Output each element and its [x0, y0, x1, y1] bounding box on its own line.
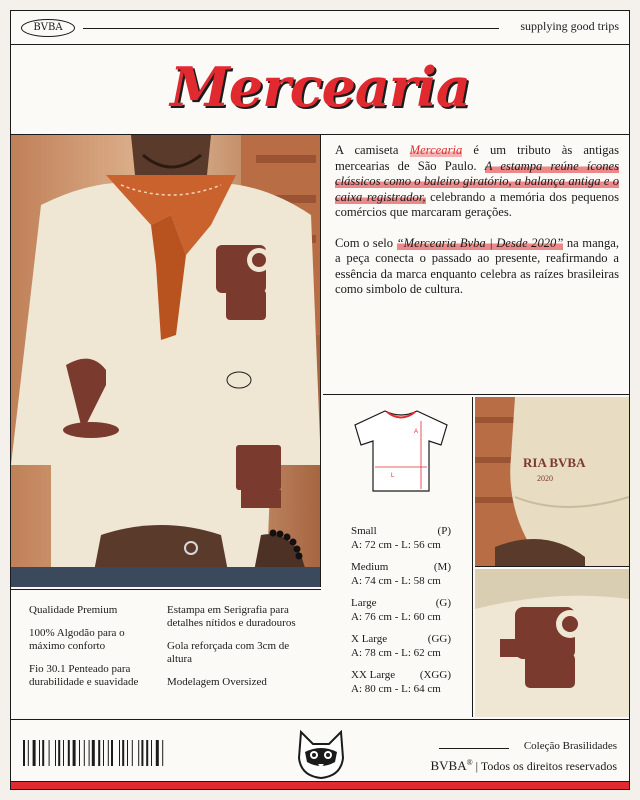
barcode-bar: [92, 740, 95, 766]
top-divider: [83, 28, 499, 29]
size-head: [351, 669, 451, 683]
print-closeup-illustration: [475, 569, 629, 717]
barcode-bar: [108, 740, 109, 766]
barcode-bar: [42, 740, 44, 766]
top-bar: [11, 11, 629, 45]
model-photo: [11, 135, 321, 587]
size-chart: [323, 397, 473, 717]
features-right-column: [167, 604, 307, 699]
collection-divider: [439, 748, 509, 749]
desc-text: celebrando a memória dos pequenos comércios que marcaram gerações.: [335, 189, 619, 219]
size-name: Small: [351, 525, 377, 537]
size-head: [351, 633, 451, 647]
size-code: (M): [433, 561, 451, 573]
barcode-bar: [132, 740, 133, 766]
barcode-bar: [63, 740, 64, 766]
barcode-bar: [28, 740, 29, 766]
barcode-bar: [111, 740, 113, 766]
footer-accent-bar: [11, 781, 629, 789]
model-photo-illustration: [11, 135, 321, 587]
feature-item: Modelagem Oversized: [167, 676, 267, 688]
barcode-bar: [151, 740, 152, 766]
barcode-bar: [39, 740, 40, 766]
copyright: [430, 758, 617, 774]
size-code: (GG): [427, 633, 451, 645]
page-title: Mercearia: [170, 55, 470, 119]
product-description: [323, 135, 629, 395]
barcode-bar: [98, 740, 100, 766]
desc-text: A camiseta: [335, 143, 410, 157]
size-list: [351, 525, 451, 705]
registered-mark: ®: [466, 758, 473, 767]
print-closeup-photo: [475, 569, 629, 717]
barcode-bar: [138, 740, 139, 766]
size-code: (XGG): [419, 669, 451, 681]
size-row: [351, 669, 451, 696]
cat-face-icon: [295, 728, 347, 780]
size-dims: A: 72 cm - L: 56 cm: [351, 538, 441, 551]
description-paragraph-1: [335, 143, 619, 221]
footer-rights: | Todos os direitos reservados: [472, 759, 617, 773]
barcode-bar: [122, 740, 124, 766]
size-code: (P): [437, 525, 451, 537]
size-dims: A: 76 cm - L: 60 cm: [351, 610, 441, 623]
barcode-bar: [84, 740, 85, 766]
tagline: supplying good trips: [520, 19, 619, 33]
tshirt-outline-icon: [351, 407, 451, 495]
sleeve-photo-illustration: [475, 397, 629, 567]
barcode-bar: [49, 740, 50, 766]
feature-item: Estampa em Serigrafia para detalhes nítidos e duradouros: [167, 604, 296, 629]
feature-list: [11, 589, 321, 717]
barcode-bar: [55, 740, 56, 766]
feature-item: Fio 30.1 Penteado para durabilidade e suavidade: [29, 663, 139, 688]
sleeve-photo: [475, 397, 629, 567]
barcode-bar: [146, 740, 148, 766]
barcode-bar: [127, 740, 128, 766]
desc-seal-highlight: “Mercearia Bvba | Desde 2020”: [396, 235, 564, 250]
size-head: [351, 561, 451, 575]
size-dims: A: 80 cm - L: 64 cm: [351, 682, 441, 695]
barcode-bar: [23, 740, 25, 766]
features-left-column: [29, 604, 149, 699]
sleeve-print-year: 2020: [537, 474, 553, 483]
footer: [11, 719, 629, 789]
desc-text: é um tributo às antigas mercearias de São Paulo.: [335, 143, 619, 173]
feature-item: 100% Algodão para o máximo conforto: [29, 627, 125, 652]
barcode-bar: [33, 740, 36, 766]
size-name: XX Large: [351, 669, 396, 681]
desc-highlight: A estampa reúne ícones clássicos como o baleiro giratório, a balança antiga e o caixa registrador,: [335, 158, 619, 204]
barcode-icon: [23, 740, 211, 766]
poster: [10, 10, 630, 790]
size-head: [351, 597, 451, 611]
desc-text: Com o selo: [335, 235, 397, 250]
brand-logo: BVBA: [21, 19, 75, 37]
size-name: Medium: [351, 561, 389, 573]
size-dims: A: 78 cm - L: 62 cm: [351, 646, 441, 659]
barcode-bar: [79, 740, 80, 766]
barcode-bar: [73, 740, 76, 766]
desc-text: na manga, a peça conecta o passado ao presente, reafirmando a essência da marca enquanto celebra as raízes brasileiras como simbolo de cultura.: [335, 235, 620, 296]
sleeve-print-text: RIA BVBA: [523, 455, 586, 470]
footer-brand: BVBA: [430, 758, 467, 773]
size-row: [351, 597, 451, 624]
title-area: [11, 45, 629, 135]
size-row: [351, 525, 451, 552]
tee-width-label: L: [391, 473, 395, 479]
size-row: [351, 633, 451, 660]
barcode-bar: [119, 740, 120, 766]
barcode-bar: [156, 740, 159, 766]
size-row: [351, 561, 451, 588]
description-paragraph-2: [335, 236, 619, 298]
barcode-bar: [162, 740, 163, 766]
barcode-bar: [103, 740, 104, 766]
barcode-bar: [58, 740, 60, 766]
barcode-bar: [141, 740, 143, 766]
size-dims: A: 74 cm - L: 58 cm: [351, 574, 441, 587]
size-code: (G): [435, 597, 451, 609]
feature-item: Gola reforçada com 3cm de altura: [167, 640, 290, 665]
barcode-bar: [68, 740, 70, 766]
collection-name: Coleção Brasilidades: [523, 740, 617, 752]
tee-height-label: A: [414, 429, 419, 435]
barcode-bar: [89, 740, 90, 766]
size-name: Large: [351, 597, 377, 609]
feature-item: Qualidade Premium: [29, 604, 118, 616]
size-head: [351, 525, 451, 539]
size-name: X Large: [351, 633, 388, 645]
desc-brand-highlight: Mercearia: [409, 143, 463, 157]
